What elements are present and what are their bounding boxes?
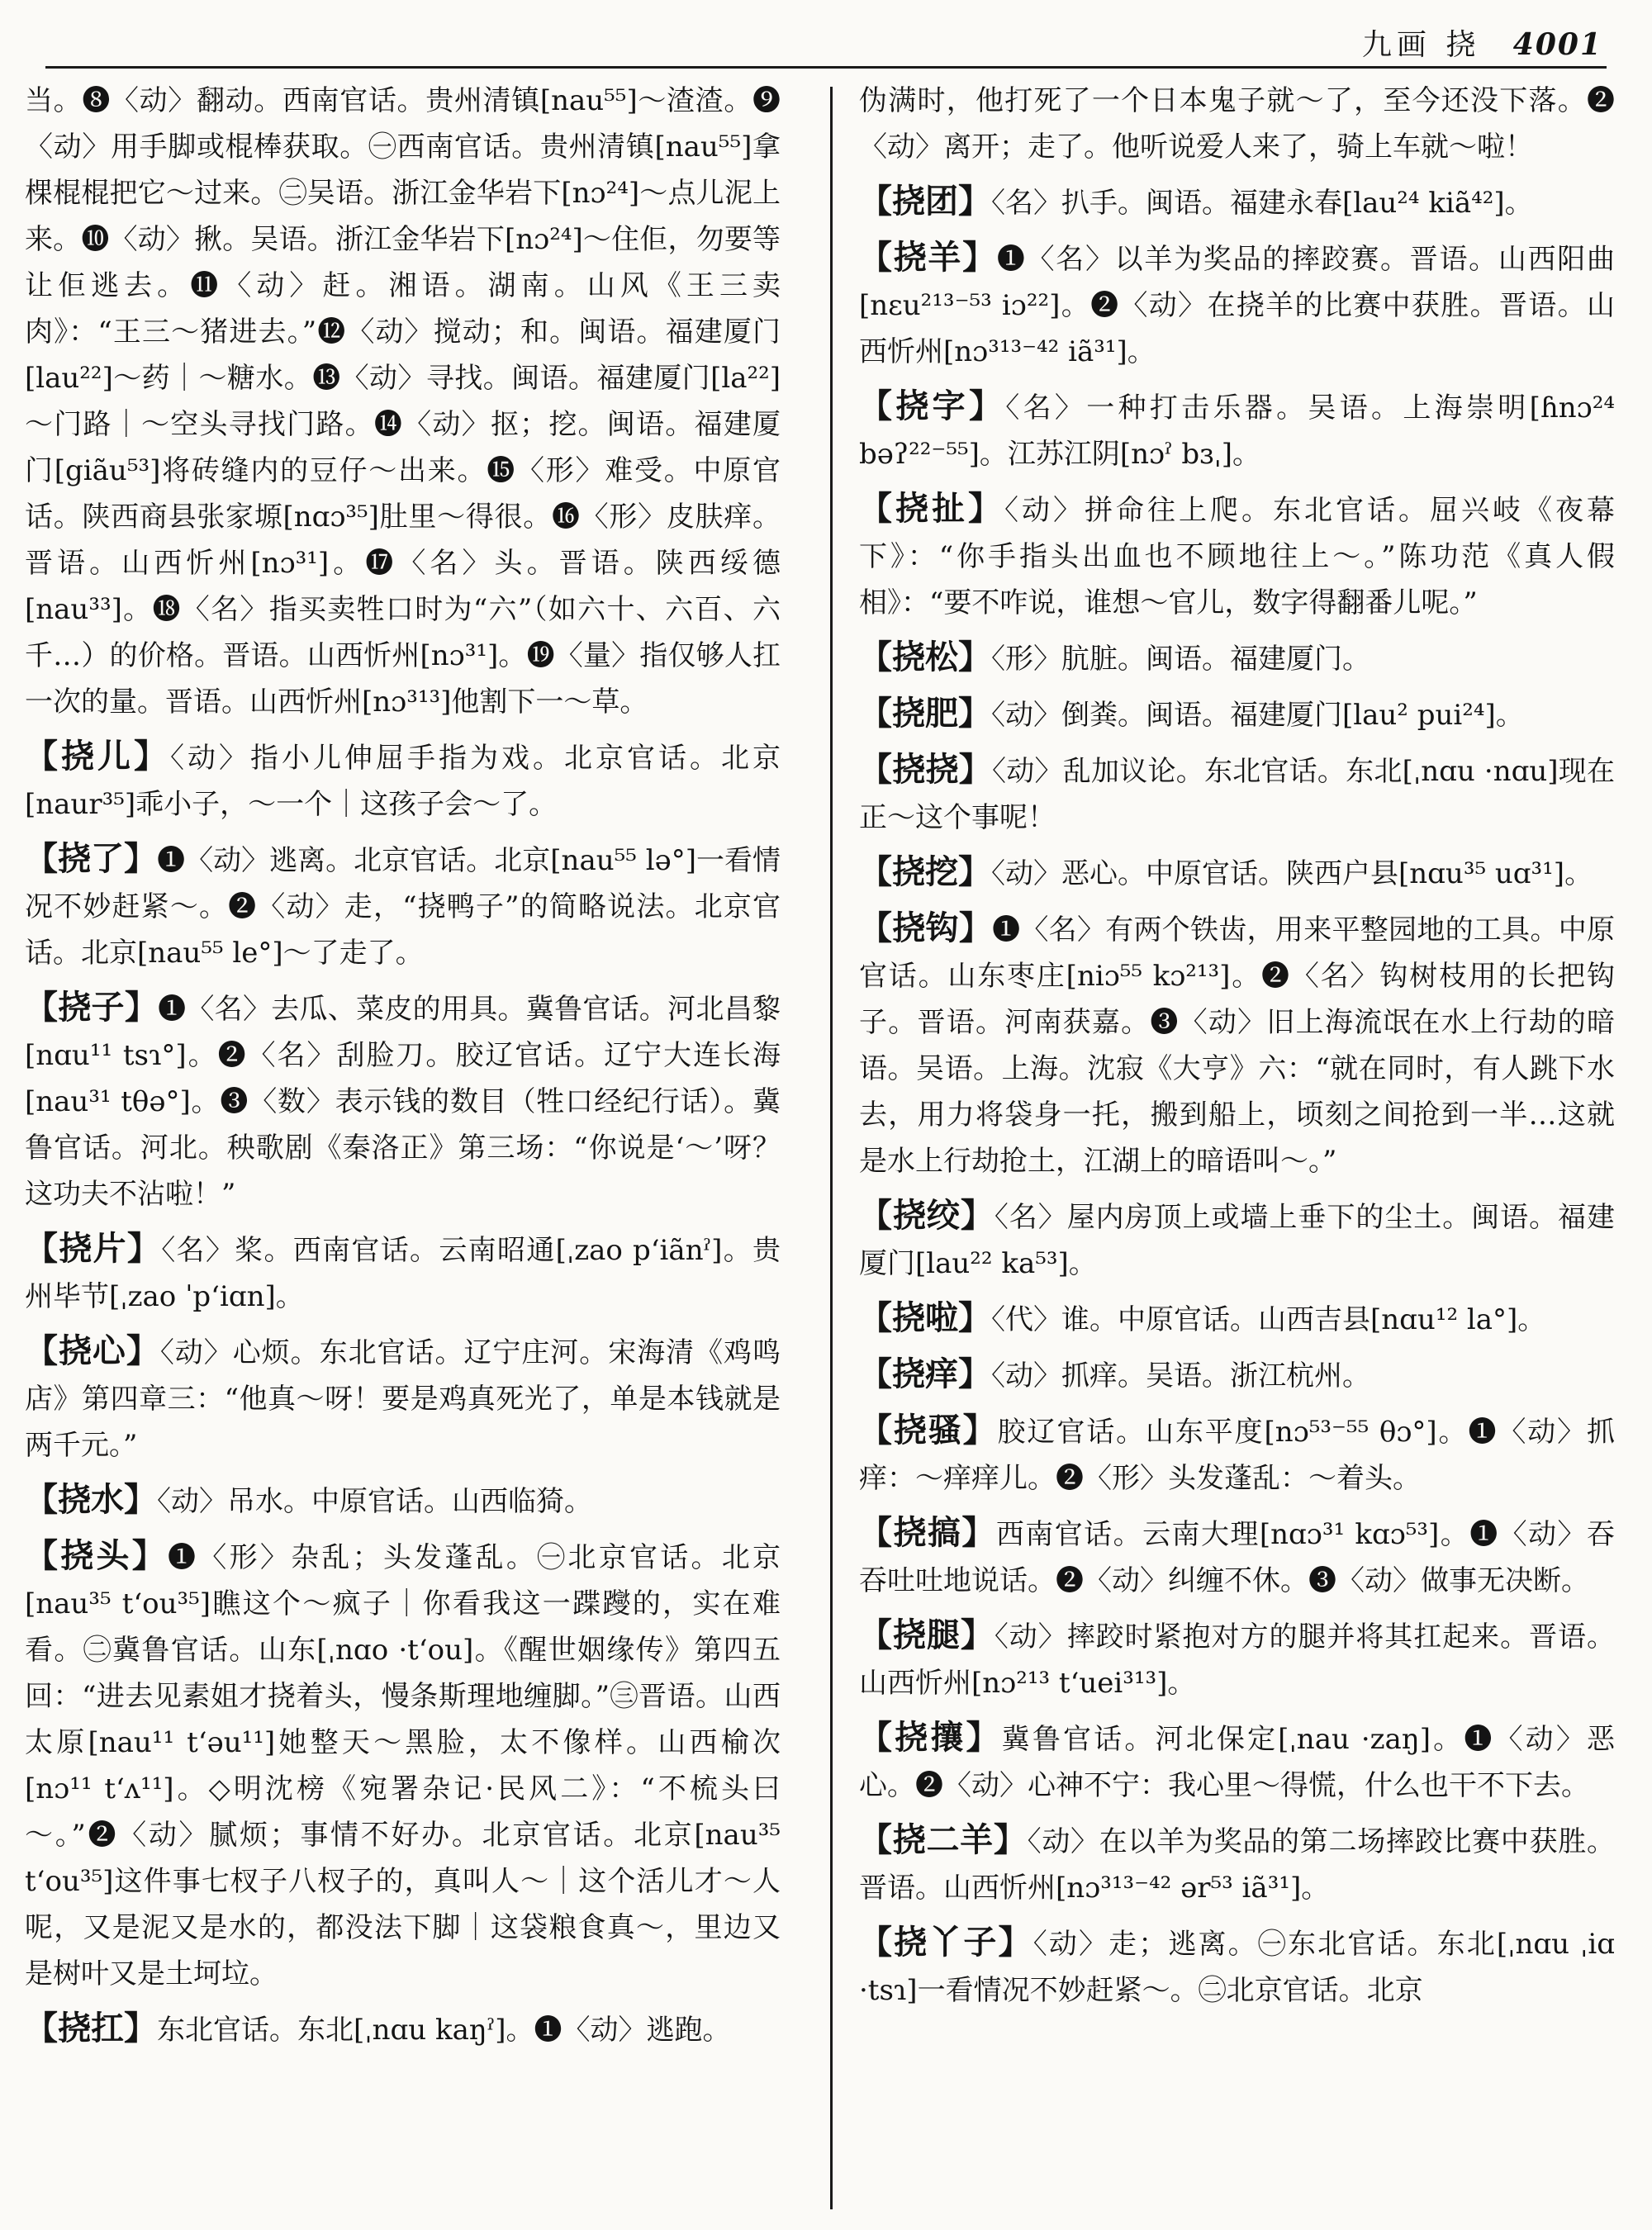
entry-body: 当。❽〈动〉翻动。西南官话。贵州清镇[nau⁵⁵]～渣渣。❾〈动〉用手脚或棍棒获取。㊀西南官话。贵州清镇[nau⁵⁵]拿棵棍棍把它～过来。㊁吴语。浙江金华岩下[nɔ²⁴]～点儿泥上来。❿〈动〉揪。吴语。浙江金华岩下[nɔ²⁴]～住佢，勿要等让佢逃去。⓫〈动〉赶。湘语。湖南。山风《王三卖肉》：“王三～猪进去。”⓬〈动〉搅动；和。闽语。福建厦门[lau²²]～药｜～糖水。⓭〈动〉寻找。闽语。福建厦门[la²²]～门路｜～空头寻找门路。⓮〈动〉抠；挖。闽语。福建厦门[giãu⁵³]将砖缝内的豆仔～出来。⓯〈形〉难受。中原官话。陕西商县张家塬[nɑɔ³⁵]肚里～得很。⓰〈形〉皮肤痒。晋语。山西忻州[nɔ³¹]。⓱〈名〉头。晋语。陕西绥德[nau³³]。⓲〈名〉指买卖牲口时为“六”（如六十、六百、六千…）的价格。晋语。山西忻州[nɔ³¹]。⓳〈量〉指仅够人扛一次的量。晋语。山西忻州[nɔ³¹³]他割下一～草。 [25,84,781,719]
entry-headword: 【挠团】 [859,183,991,221]
dictionary-entry [859,1351,1615,1399]
dictionary-entry [859,1407,1615,1502]
section-label: 九画 [1361,28,1431,62]
dictionary-entry [859,1612,1615,1706]
entry-headword: 【挠子】 [25,989,159,1027]
entry-body: 伪满时，他打死了一个日本鬼子就～了，至今还没下落。❷〈动〉离开；走了。他听说爱人来了，骑上车就～啦！ [859,84,1615,164]
dictionary-entry [859,1817,1615,1911]
entry-body: 西南官话。云南大理[nɑɔ³¹ kɑɔ⁵³]。❶〈动〉吞吞吐吐地说话。❷〈动〉纠缠不休。❸〈动〉做事无决断。 [859,1518,1615,1597]
entry-body: ❶〈形〉杂乱；头发蓬乱。㊀北京官话。北京[nau³⁵ t‘ou³⁵]瞧这个～疯子｜你看我这一蹀躞的，实在难看。㊁冀鲁官话。山东[ˌnɑo ·t‘ou]。《醒世姻缘传》第四五回：“进去见素姐才挠着头，慢条斯理地缠脚。”㊂晋语。山西太原[nau¹¹ t‘əu¹¹]她整天～黑脸，太不像样。山西榆次[nɔ¹¹ t‘ʌ¹¹]。◇明沈榜《宛署杂记·民风二》：“不梳头曰～。”❷〈动〉腻烦；事情不好办。北京官话。北京[nau³⁵ t‘ou³⁵]这件事七杈子八杈子的，真叫人～｜这个活儿才～人呢，又是泥又是水的，都没法下脚｜这袋粮食真～，里边又是树叶又是土坷垃。 [25,1541,781,1990]
dictionary-entry [859,747,1615,841]
entry-headword: 【挠挖】 [859,853,991,891]
entry-headword: 【挠痒】 [859,1355,991,1393]
head-character: 挠 [1446,28,1481,62]
dictionary-entry [25,985,781,1217]
entry-headword: 【挠腿】 [859,1616,995,1654]
entry-body: 〈动〉拼命往上爬。东北官话。屈兴岐《夜幕下》：“你手指头出血也不顾地往上～。”陈功范《真人假相》：“要不咋说，谁想～官儿，数字得翻番儿呢。” [859,494,1615,619]
dictionary-entry [859,1715,1615,1809]
running-head [1362,21,1602,64]
dictionary-entry [859,1510,1615,1604]
dictionary-entry [859,178,1615,226]
dictionary-entry [859,905,1615,1184]
entry-body: 〈动〉恶心。中原官话。陕西户县[nɑu³⁵ uɑ³¹]。 [991,857,1593,890]
entry-body: 〈形〉肮脏。闽语。福建厦门。 [991,643,1370,676]
dictionary-entry [25,836,781,976]
entry-headword: 【挠二羊】 [859,1821,1028,1859]
column-divider [830,87,833,2209]
entry-headword: 【挠字】 [859,387,1006,425]
dictionary-entry [859,690,1615,738]
dictionary-entry [859,235,1615,375]
entry-body: 东北官话。东北[ˌnɑu kaŋˀ]。❶〈动〉逃跑。 [157,2014,731,2047]
dictionary-entry [859,383,1615,477]
entry-headword: 【挠水】 [25,1481,157,1519]
dictionary-entry [25,1533,781,1997]
dictionary-entry [25,1328,781,1468]
entry-body: 〈动〉指小儿伸屈手指为戏。北京官话。北京[naur³⁵]乖小子，～一个｜这孩子会～了。 [25,742,781,821]
entry-body: 冀鲁官话。河北保定[ˌnau ·zaŋ]。❶〈动〉恶心。❷〈动〉心神不宁：我心里～得慌，什么也干不下去。 [859,1723,1615,1802]
entry-headword: 【挠钩】 [859,909,993,947]
entry-headword: 【挠片】 [25,1230,162,1268]
entry-headword: 【挠扯】 [859,490,1004,528]
entry-headword: 【挠骚】 [859,1412,998,1450]
dictionary-entry [25,733,781,828]
entry-body: 〈动〉摔跤时紧抱对方的腿并将其扛起来。晋语。山西忻州[nɔ²¹³ t‘uei³¹³]。 [859,1620,1615,1700]
entry-body: 〈动〉心烦。东北官话。辽宁庄河。宋海清《鸡鸣店》第四章三：“他真～呀！要是鸡真死光了，单是本钱就是两千元。” [25,1336,781,1462]
left-column [25,76,781,2215]
entry-body: ❶〈名〉去瓜、菜皮的用具。冀鲁官话。河北昌黎[nɑu¹¹ tsɿ°]。❷〈名〉刮脸刀。胶辽官话。辽宁大连长海[nau³¹ tθə°]。❸〈数〉表示钱的数目（牲口经纪行话）。冀鲁官话。河北。秧歌剧《秦洛正》第三场：“你说是‘～’呀？这功夫不沾啦！” [25,993,781,1211]
dictionary-entry [859,486,1615,626]
entry-body: 〈动〉走；逃离。㊀东北官话。东北[ˌnɑu ˌiɑ ·tsɿ]一看情况不妙赶紧～。㊁北京官话。北京 [859,1928,1615,2007]
entry-body: 〈代〉谁。中原官话。山西吉县[nɑu¹² la°]。 [991,1303,1546,1336]
entry-headword: 【挠儿】 [25,738,170,776]
entry-body: 〈动〉乱加议论。东北官话。东北[ˌnɑu ·nɑu]现在正～这个事呢！ [859,755,1615,834]
header-rule [45,66,1607,69]
right-column [859,76,1615,2215]
entry-body: 〈名〉扒手。闽语。福建永春[lau²⁴ kiã⁴²]。 [991,187,1533,220]
dictionary-entry [859,1295,1615,1343]
dictionary-entry [25,2005,781,2053]
dictionary-entry [25,1226,781,1320]
entry-body: 〈动〉抓痒。吴语。浙江杭州。 [991,1359,1370,1393]
entry-headword: 【挠头】 [25,1537,169,1575]
entry-headword: 【挠攘】 [859,1719,1002,1757]
entry-continuation [25,76,781,725]
entry-body: 胶辽官话。山东平度[nɔ⁵³⁻⁵⁵ θɔ°]。❶〈动〉抓痒：～痒痒儿。❷〈形〉头发蓬乱：～着头。 [859,1416,1615,1495]
entry-headword: 【挠挠】 [859,751,992,789]
page-header [33,0,1619,66]
entry-headword: 【挠搞】 [859,1514,996,1552]
entry-headword: 【挠了】 [25,840,158,878]
entry-body: ❶〈名〉有两个铁齿，用来平整园地的工具。中原官话。山东枣庄[niɔ⁵⁵ kɔ²¹³]。❷〈名〉钩树枝用的长把钩子。晋语。河南获嘉。❸〈动〉旧上海流氓在水上行劫的暗语。吴语。上海。沈寂《大亨》六：“就在同时，有人跳下水去，用力将袋身一托，搬到船上，顷刻之间抢到一半…这就是水上行劫抢土，江湖上的暗语叫～。” [859,913,1615,1178]
entry-continuation [859,76,1615,170]
entry-headword: 【挠松】 [859,638,991,676]
entry-headword: 【挠啦】 [859,1299,991,1337]
entry-body: ❶〈名〉以羊为奖品的摔跤赛。晋语。山西阳曲[nɛu²¹³⁻⁵³ iɔ²²]。❷〈动〉在挠羊的比赛中获胜。晋语。山西忻州[nɔ³¹³⁻⁴² iã³¹]。 [859,243,1615,368]
entry-body: 〈名〉一种打击乐器。吴语。上海崇明[ɦnɔ²⁴ bəʔ²²⁻⁵⁵]。江苏江阴[nɔˀ bɜˌ]。 [859,391,1615,471]
entry-headword: 【挠肥】 [859,695,991,733]
entry-headword: 【挠绞】 [859,1197,995,1235]
entry-headword: 【挠心】 [25,1332,160,1370]
entry-headword: 【挠羊】 [859,239,997,277]
dictionary-entry [25,1477,781,1525]
entry-body: 〈名〉屋内房顶上或墙上垂下的尘土。闽语。福建厦门[lau²² ka⁵³]。 [859,1201,1615,1280]
entry-body: 〈动〉吊水。中原官话。山西临猗。 [157,1485,592,1518]
entry-body: ❶〈动〉逃离。北京官话。北京[nau⁵⁵ lə°]一看情况不妙赶紧～。❷〈动〉走，“挠鸭子”的简略说法。北京官话。北京[nau⁵⁵ le°]～了走了。 [25,844,781,970]
page-number: 4001 [1512,27,1602,62]
entry-headword: 【挠扛】 [25,2009,157,2047]
entry-body: 〈动〉在以羊为奖品的第二场摔跤比赛中获胜。晋语。山西忻州[nɔ³¹³⁻⁴² ər⁵³ iã³¹]。 [859,1825,1615,1905]
dictionary-entry [859,849,1615,897]
dictionary-entry [859,634,1615,682]
dictionary-entry [859,1919,1615,2014]
entry-body: 〈名〉桨。西南官话。云南昭通[ˌzao p‘iãnˀ]。贵州毕节[ˌzao ˈp‘iɑn]。 [25,1234,781,1313]
entry-headword: 【挠丫子】 [859,1924,1033,1962]
entry-body: 〈动〉倒粪。闽语。福建厦门[lau² pui²⁴]。 [991,699,1524,732]
dictionary-entry [859,1193,1615,1287]
